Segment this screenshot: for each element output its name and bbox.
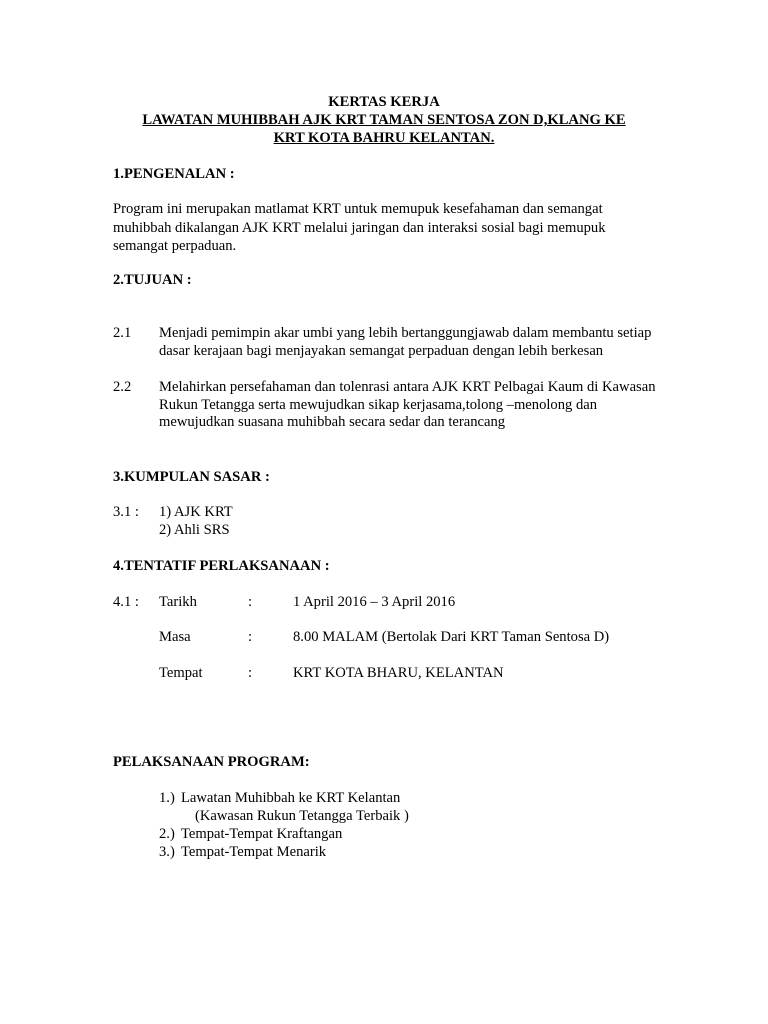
tentatif-colon: : [248,665,253,681]
pelaksanaan-item-text: (Kawasan Rukun Tetangga Terbaik ) [195,808,409,824]
tentatif-colon: : [248,629,253,645]
section-heading-tujuan: 2.TUJUAN : [113,272,192,288]
pelaksanaan-item-number: 2.) [159,826,175,842]
tujuan-item-number: 2.2 [113,379,132,395]
tujuan-item-text: Melahirkan persefahaman dan tolenrasi antara AJK KRT Pelbagai Kaum di Kawasan Rukun Tetangga serta mewujudkan sikap kerjasama,tolong –menolong dan mewujudkan suasana muhibbah secara sedar dan terancang [159,379,656,430]
document-subtitle-line2: KRT KOTA BAHRU KELANTAN. [273,130,495,146]
tentatif-colon: : [248,594,253,610]
section-heading-pelaksanaan: PELAKSANAAN PROGRAM: [113,754,310,770]
tentatif-value-tempat: KRT KOTA BHARU, KELANTAN [293,665,504,681]
section-heading-tentatif: 4.TENTATIF PERLAKSANAAN : [113,558,330,574]
tentatif-label-tempat: Tempat [159,665,203,681]
document-title: KERTAS KERJA [328,94,440,110]
tentatif-label-tarikh: Tarikh [159,594,197,610]
pengenalan-paragraph: Program ini merupakan matlamat KRT untuk memupuk kesefahaman dan semangat muhibbah dikalangan AJK KRT melalui jaringan dan interaksi sosial bagi memupuk semangat perpaduan. [113,201,606,254]
tentatif-value-masa: 8.00 MALAM (Bertolak Dari KRT Taman Sentosa D) [293,629,610,645]
tujuan-item-text: Menjadi pemimpin akar umbi yang lebih bertanggungjawab dalam membantu setiap dasar kerajaan bagi menjayakan semangat perpaduan dengan lebih berkesan [159,325,652,359]
kumpulan-sasar-item: 2) Ahli SRS [159,522,230,538]
section-heading-pengenalan: 1.PENGENALAN : [113,166,235,182]
pelaksanaan-item-number: 3.) [159,844,175,860]
tentatif-label-masa: Masa [159,629,191,645]
section-heading-kumpulan-sasar: 3.KUMPULAN SASAR : [113,469,270,485]
tentatif-number: 4.1 : [113,594,139,610]
pelaksanaan-item-text: Tempat-Tempat Menarik [181,844,327,860]
kumpulan-sasar-number: 3.1 : [113,504,139,520]
document-subtitle-line1: LAWATAN MUHIBBAH AJK KRT TAMAN SENTOSA ZON D,KLANG KE [142,112,626,128]
pelaksanaan-item-text: Tempat-Tempat Kraftangan [181,826,343,842]
kumpulan-sasar-item: 1) AJK KRT [159,504,233,520]
pelaksanaan-item-number: 1.) [159,790,175,806]
tujuan-item-number: 2.1 [113,325,132,341]
pelaksanaan-item-text: Lawatan Muhibbah ke KRT Kelantan [181,790,401,806]
tentatif-value-tarikh: 1 April 2016 – 3 April 2016 [293,594,456,610]
